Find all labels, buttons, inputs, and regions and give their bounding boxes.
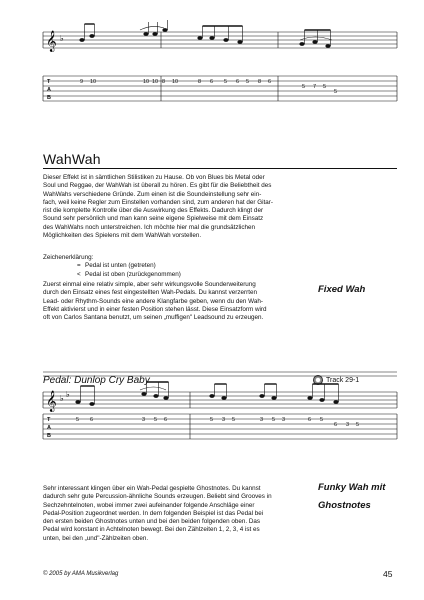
tab-number: 5 xyxy=(272,417,276,423)
text-line: des WahWahs noch unterstreichen. Ich möchte hier mal die grundsätzlichen xyxy=(43,223,255,231)
text-line: Zuerst einmal eine relativ simple, aber sehr wirkungsvolle Sounderweiterung xyxy=(43,281,256,288)
tab-number: 6 xyxy=(164,417,168,423)
tab-number: 7 xyxy=(313,84,317,90)
tab-number: 10 xyxy=(90,79,97,85)
track-number: Track 29-1 xyxy=(326,376,360,384)
text-line: den ersten beiden Ghostnotes unten und bei den beiden folgenden oben. Das xyxy=(43,518,261,526)
tab-number: 3 xyxy=(282,417,286,423)
tab-number: 5 xyxy=(334,89,338,95)
tab-number: 5 xyxy=(76,417,80,423)
text-line: Möglichkeiten des Spielens mit dem WahWah vorstellen. xyxy=(43,232,202,240)
svg-text:A: A xyxy=(47,87,51,93)
text-line: Sound sehr persönlich und man kann seine eigene Spielweise mit dem Einsatz xyxy=(43,215,264,223)
tab-number: 3 xyxy=(260,417,264,423)
svg-text:T: T xyxy=(47,417,51,423)
text-line: dadurch sehr gute Percussion-ähnliche Sounds erzeugen. Beliebt sind Grooves in xyxy=(43,493,272,501)
text-line: Lead- oder Rhythm-Sounds eine andere Klangfarbe geben, wenn du den Wah- xyxy=(43,297,263,305)
tab-number: 6 xyxy=(210,79,214,85)
tab-number: 5 xyxy=(302,84,306,90)
svg-text:♭: ♭ xyxy=(60,34,64,43)
text-line: Sechzehntelnoten, wobei immer zwei aufeinander folgende Anschläge einer xyxy=(43,501,255,509)
svg-text:A: A xyxy=(47,425,51,431)
tab-number: 5 xyxy=(154,417,158,423)
pedal-down-symbol: = xyxy=(77,262,81,270)
tab-number: 8 xyxy=(162,79,166,85)
svg-text:T: T xyxy=(47,79,51,85)
svg-text:B: B xyxy=(47,433,51,439)
text-line: Pedal wird konstant in Achtelnoten bewegt. Bei den Zählzeiten 1, 2, 3, 4 ist es xyxy=(43,526,260,534)
tab-number: 5 xyxy=(210,417,214,423)
heading-line: Ghostnotes xyxy=(318,500,371,511)
svg-text:♭: ♭ xyxy=(66,390,70,399)
text-line: rist die komplette Kontrolle über die Auswirkung des Effekts. Dadurch klingt der xyxy=(43,207,264,215)
tab-number: 6 xyxy=(268,79,272,85)
tab-number: 5 xyxy=(356,422,360,428)
text-line: Soul und Reggae, der WahWah ist überall zu hören. Es gibt für die Beliebtheit des xyxy=(43,182,272,190)
tab-number: 9 xyxy=(80,79,84,85)
page-number: 45 xyxy=(383,569,393,579)
text-line: durch den Einsatz eines fest eingestellten Wah-Pedals. Du kannst verzerrten xyxy=(43,289,257,297)
tab-number: 10 xyxy=(172,79,179,85)
tab-number: 6 xyxy=(90,417,94,423)
tab-number: 10 xyxy=(152,79,159,85)
funky-wah-heading xyxy=(318,479,385,515)
tab-number: 5 xyxy=(246,79,250,85)
text-line: Pedal-Position zugeordnet werden. In dem folgenden Beispiel ist das Pedal bei xyxy=(43,509,264,517)
tab-number: 6 xyxy=(308,417,312,423)
text-line: Dieser Effekt ist in sämtlichen Stilistiken zu Hause. Ob von Blues bis Metal oder xyxy=(43,174,265,181)
copyright: © 2005 by AMA Musikverlag xyxy=(43,571,119,577)
tab-number: 3 xyxy=(142,417,146,423)
svg-text:𝄞: 𝄞 xyxy=(46,31,57,52)
text-line: oft von Carlos Santana benutzt, um seinen „muffigen" Leadsound zu erzeugen. xyxy=(43,314,264,322)
tab-number: 5 xyxy=(232,417,236,423)
section-title: WahWah xyxy=(43,151,101,167)
tab-number: 3 xyxy=(222,417,226,423)
tab-number: 3 xyxy=(346,422,350,428)
tab-number: 5 xyxy=(224,79,228,85)
legend-label: Zeichenerklärung: xyxy=(43,254,94,261)
text-line: Sehr interessant klingen über ein Wah-Pedal gespielte Ghostnotes. Du kannst xyxy=(43,485,261,492)
tab-number: 6 xyxy=(236,79,240,85)
tab-number: 5 xyxy=(320,417,324,423)
svg-text:B: B xyxy=(47,95,51,101)
tab-number: 6 xyxy=(334,422,338,428)
text-line: fach, weil keine Regler zum Einstellen vorhanden sind, zum anderen hat der Gitar- xyxy=(43,198,273,206)
text-line: Effekt aktivierst und in einer festen Position stehen lässt. Diese Einsatzform wird xyxy=(43,305,267,313)
pedal-up-symbol: < xyxy=(77,270,81,278)
text-line: WahWahs verschiedene Gründe. Zum einen ist die Soundeinstellung sehr ein- xyxy=(43,190,262,198)
fixed-wah-heading: Fixed Wah xyxy=(318,284,366,295)
legend-text: Pedal ist oben (zurückgenommen) xyxy=(85,270,181,278)
tab-number: 8 xyxy=(258,79,262,85)
legend-text: Pedal ist unten (getreten) xyxy=(85,262,156,270)
svg-text:𝄞: 𝄞 xyxy=(46,391,57,412)
tab-number: 10 xyxy=(143,79,150,85)
example-title: Pedal: Dunlop Cry Baby xyxy=(43,375,150,386)
svg-text:♭: ♭ xyxy=(60,394,64,403)
heading-line: Funky Wah mit xyxy=(318,482,386,493)
tab-number: 8 xyxy=(198,79,202,85)
tab-number: 5 xyxy=(323,84,327,90)
funky-wah-paragraph xyxy=(43,485,307,543)
text-line: unten, bei den „und"-Zählzeiten oben. xyxy=(43,534,149,542)
